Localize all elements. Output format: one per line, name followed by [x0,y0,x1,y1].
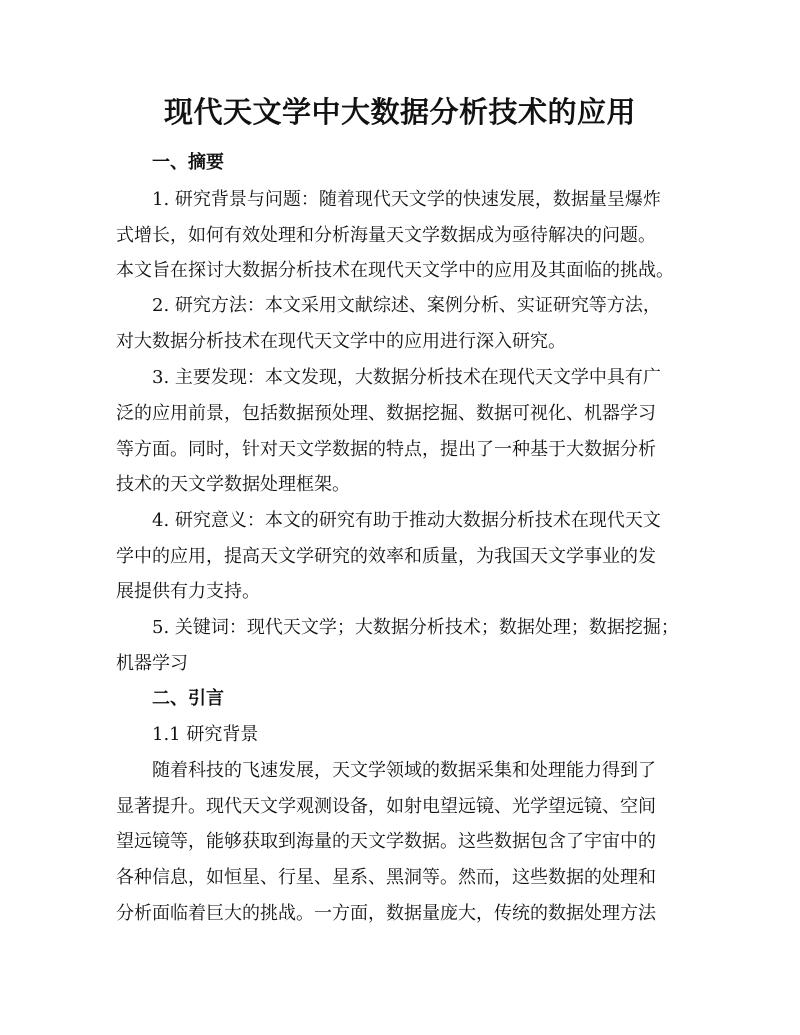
paragraph-line: 4. 研究意义：本文的研究有助于推动大数据分析技术在现代天文 [152,510,661,531]
document-title: 现代天文学中大数据分析技术的应用 [163,95,636,129]
paragraph-line: 展提供有力支持。 [116,581,260,602]
paragraph-line: 式增长，如何有效处理和分析海量天文学数据成为亟待解决的问题。 [116,225,656,246]
paragraph-line: 各种信息，如恒星、行星、星系、黑洞等。然而，这些数据的处理和 [116,867,656,888]
paragraph-line: 对大数据分析技术在现代天文学中的应用进行深入研究。 [116,331,566,352]
paragraph-line: 1. 研究背景与问题：随着现代天文学的快速发展，数据量呈爆炸 [152,189,661,210]
section-heading-abstract: 一、摘要 [152,152,224,173]
section-heading-introduction: 二、引言 [152,688,224,709]
subsection-heading: 1.1 研究背景 [152,724,259,745]
paragraph-line: 随着科技的飞速发展，天文学领域的数据采集和处理能力得到了 [152,760,656,781]
paragraph-line: 5. 关键词：现代天文学；大数据分析技术；数据处理；数据挖掘； [152,617,679,638]
paragraph-line: 望远镜等，能够获取到海量的天文学数据。这些数据包含了宇宙中的 [116,831,656,852]
paragraph-line: 显著提升。现代天文学观测设备，如射电望远镜、光学望远镜、空间 [116,796,656,817]
paragraph-line: 等方面。同时，针对天文学数据的特点，提出了一种基于大数据分析 [116,439,656,460]
paragraph-line: 泛的应用前景，包括数据预处理、数据挖掘、数据可视化、机器学习 [116,403,656,424]
paragraph-line: 本文旨在探讨大数据分析技术在现代天文学中的应用及其面临的挑战。 [116,260,674,281]
paragraph-line: 分析面临着巨大的挑战。一方面，数据量庞大，传统的数据处理方法 [116,903,656,924]
paragraph-line: 2. 研究方法：本文采用文献综述、案例分析、实证研究等方法， [152,295,661,316]
paragraph-line: 学中的应用，提高天文学研究的效率和质量，为我国天文学事业的发 [116,546,656,567]
paragraph-line: 3. 主要发现：本文发现，大数据分析技术在现代天文学中具有广 [152,367,661,388]
paragraph-line: 技术的天文学数据处理框架。 [116,474,350,495]
paragraph-line: 机器学习 [116,653,188,674]
